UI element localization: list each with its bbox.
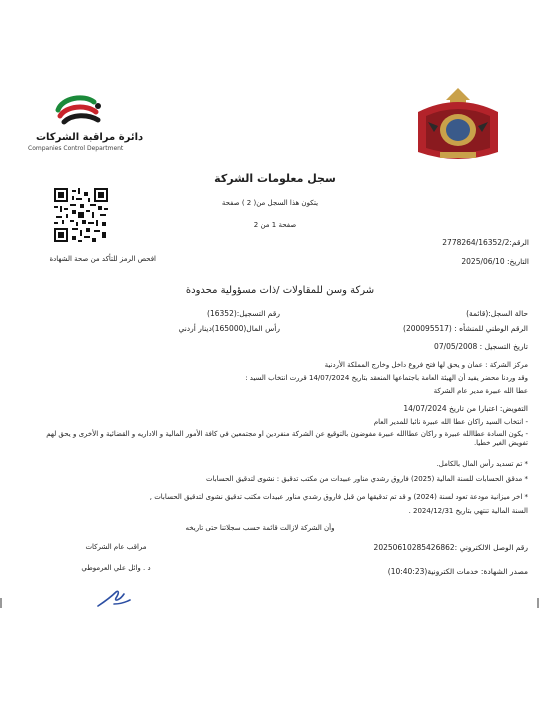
auditor-line: * مدقق الحسابات للسنة المالية (2025) فاروق رشدي مناور عبيدات من مكتب تدقيق : نشوى لتدقيق الحسابات [205, 475, 528, 483]
registration-date: تاريخ التسجيل : 07/05/2008 [434, 342, 528, 351]
certificate-source: مصدر الشهادة: خدمات الكترونية(10:40:23) [387, 567, 528, 576]
capital-paid: * تم تسديد رأس المال بالكامل. [436, 460, 528, 468]
controller-name: د . وائل علي العرموطي [81, 564, 151, 572]
gm-line: عطا الله عبيرة مدير عام الشركة [433, 387, 528, 395]
national-id: الرقم الوطني للمنشأه : (200095517) [403, 324, 528, 333]
left-edge-mark [0, 598, 2, 608]
page-count: يتكون هذا السجل من( 2 ) صفحة [221, 199, 319, 207]
authorization-heading: التفويض: اعتبارا من تاريخ 14/07/2024 [403, 404, 528, 413]
assembly-line: وقد وردنا محضر يفيد أن الهيئة العامة باجتماعها المنعقد بتاريخ 14/07/2024 قررت انتخاب السيد : [245, 374, 528, 382]
ccd-emblem-icon [14, 92, 136, 134]
qr-code[interactable] [54, 188, 108, 242]
hq-line: مركز الشركة : عمان و يحق لها فتح فروع داخل وخارج المملكة الأردنية [324, 361, 528, 369]
capital: رأس المال(165000)دينار أردني [178, 324, 280, 333]
fiscal-year-end: السنة المالية تنتهي بتاريخ 2024/12/31 . [408, 507, 528, 515]
company-name: شركة وسن للمقاولات /ذات مسؤولية محدودة [185, 285, 375, 296]
coat-of-arms [398, 82, 518, 168]
crest-icon [398, 82, 518, 168]
authorization-bullet-1: - انتخاب السيد راكان عطا الله عبيرة نائبا للمدير العام [373, 418, 528, 426]
page-of: صفحة 1 من 2 [253, 221, 297, 229]
signature-icon [94, 582, 134, 612]
budget-line: * اخر ميزانية مودعة تعود لسنة (2024) و قد تم تدقيقها من قبل فاروق رشدي مناور عبيدات مكتب تدقيق نشوى لتدقيق الحسابات , [149, 493, 528, 501]
ccd-logo [14, 92, 144, 158]
right-edge-mark [537, 598, 539, 608]
qr-code-icon [54, 188, 108, 242]
record-status: حالة السجل:(قائمة) [466, 309, 528, 318]
receipt-number: رقم الوصل الالكتروني :20250610285426862 [373, 543, 528, 552]
controller-title: مراقب عام الشركات [85, 543, 147, 551]
still-registered-line: وأن الشركة لازالت قائمة حسب سجلاتنا حتى تاريخه [185, 524, 335, 532]
registration-number: رقم التسجيل:(16352) [207, 309, 280, 318]
authorization-bullet-2: - يكون السادة عطاالله عبيرة و راكان عطاالله عبيرة مفوضون بالتوقيع عن الشركة منفردين او مجتمعين في كافة الأمور المالية و الاداريه و القضائية و الأخرى و يحق لهم تفويض الغير خطيا. [46, 430, 528, 447]
qr-verify-note: افحص الرمز للتأكد من صحة الشهادة [49, 255, 156, 263]
document-title: سجل معلومات الشركة [214, 172, 336, 185]
issue-date: التاريخ: 2025/06/10 [461, 257, 529, 266]
ccd-logo-arabic: دائرة مراقبة الشركات [36, 132, 144, 143]
reference-number: الرقم:2778264/16352/2 [442, 238, 529, 247]
ccd-logo-english: Companies Control Department [28, 145, 124, 152]
